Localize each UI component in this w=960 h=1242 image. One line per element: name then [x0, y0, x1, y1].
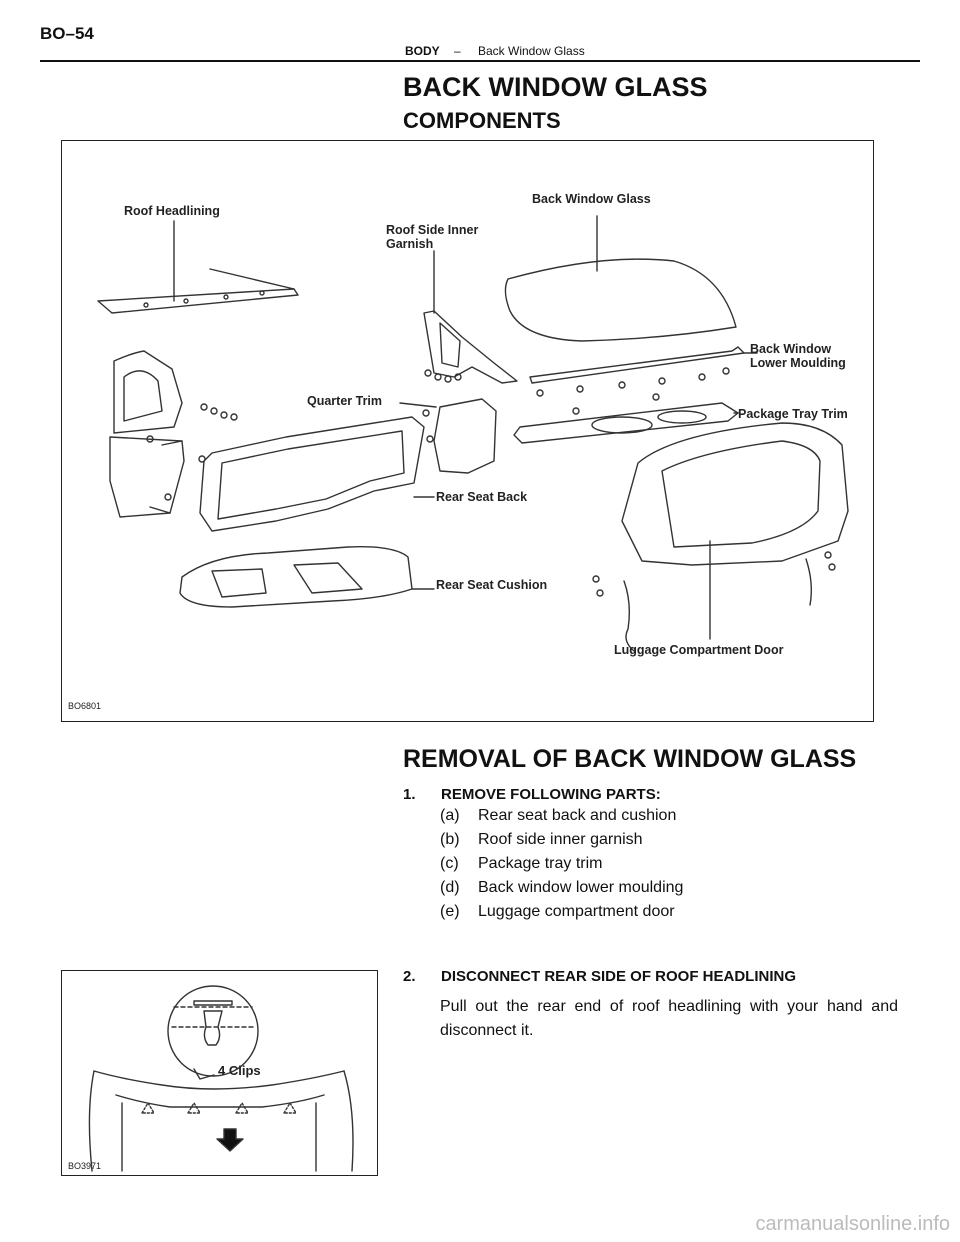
item-key: (a) — [440, 807, 460, 824]
label-roof-headlining: Roof Headlining — [124, 204, 220, 218]
label-back-window: Back Window — [750, 342, 832, 356]
step-1-item — [440, 855, 602, 873]
label-back-window-glass: Back Window Glass — [532, 192, 651, 206]
watermark: carmanualsonline.info — [755, 1213, 950, 1235]
step-2-text: DISCONNECT REAR SIDE OF ROOF HEADLINING — [441, 968, 797, 985]
section-title: BACK WINDOW GLASS — [403, 72, 708, 102]
step-1-text: REMOVE FOLLOWING PARTS: — [441, 786, 661, 803]
roof-side-garnish-part — [424, 311, 517, 383]
step-1-item — [440, 831, 643, 849]
step-1-item — [440, 879, 683, 897]
step-2-number: 2. — [403, 968, 416, 985]
figure-code: BO6801 — [68, 701, 102, 711]
header-section: BODY — [405, 44, 440, 58]
figure-2-code: BO3971 — [68, 1161, 102, 1171]
item-key: (b) — [440, 831, 460, 848]
label-rear-seat-back: Rear Seat Back — [436, 490, 528, 504]
label-roof-side-inner: Roof Side Inner — [386, 223, 479, 237]
page-code: BO–54 — [40, 24, 94, 43]
step-1 — [403, 786, 661, 803]
header-rule — [40, 60, 920, 62]
rear-seat-back-part — [200, 417, 424, 531]
item-text: Package tray trim — [478, 855, 603, 872]
pull-arrow-icon — [217, 1129, 243, 1151]
label-quarter-trim: Quarter Trim — [307, 394, 383, 408]
step-2 — [403, 968, 796, 985]
label-rear-seat-cushion: Rear Seat Cushion — [436, 578, 548, 592]
item-key: (d) — [440, 879, 460, 896]
components-figure — [61, 140, 874, 722]
step-1-item — [440, 903, 675, 921]
item-key: (c) — [440, 855, 459, 872]
label-roof-side-garnish: Garnish — [386, 237, 434, 251]
step-2-body: Pull out the rear end of roof headlining with your hand and disconnect it. — [440, 998, 898, 1039]
item-text: Back window lower moulding — [478, 879, 684, 896]
item-text: Roof side inner garnish — [478, 831, 643, 848]
header-title: Back Window Glass — [478, 44, 585, 58]
label-lower-moulding: Lower Moulding — [750, 356, 846, 370]
header-separator: – — [454, 44, 461, 58]
step-1-number: 1. — [403, 786, 416, 803]
package-tray-part — [514, 403, 738, 443]
clips-figure — [61, 970, 378, 1176]
item-text: Luggage compartment door — [478, 903, 675, 920]
section-subtitle: COMPONENTS — [403, 108, 561, 133]
clip-markers — [142, 1103, 296, 1113]
label-4-clips: 4 Clips — [218, 1063, 261, 1078]
clip-icon — [204, 1011, 222, 1045]
lower-moulding-part — [530, 347, 744, 383]
label-package-tray-trim: Package Tray Trim — [738, 407, 848, 421]
item-key: (e) — [440, 903, 460, 920]
item-text: Rear seat back and cushion — [478, 807, 677, 824]
step-1-item — [440, 807, 676, 825]
label-luggage-door: Luggage Compartment Door — [614, 643, 784, 657]
back-window-glass-part — [505, 259, 736, 341]
roof-headlining-part — [98, 289, 298, 313]
removal-title: REMOVAL OF BACK WINDOW GLASS — [403, 745, 857, 773]
